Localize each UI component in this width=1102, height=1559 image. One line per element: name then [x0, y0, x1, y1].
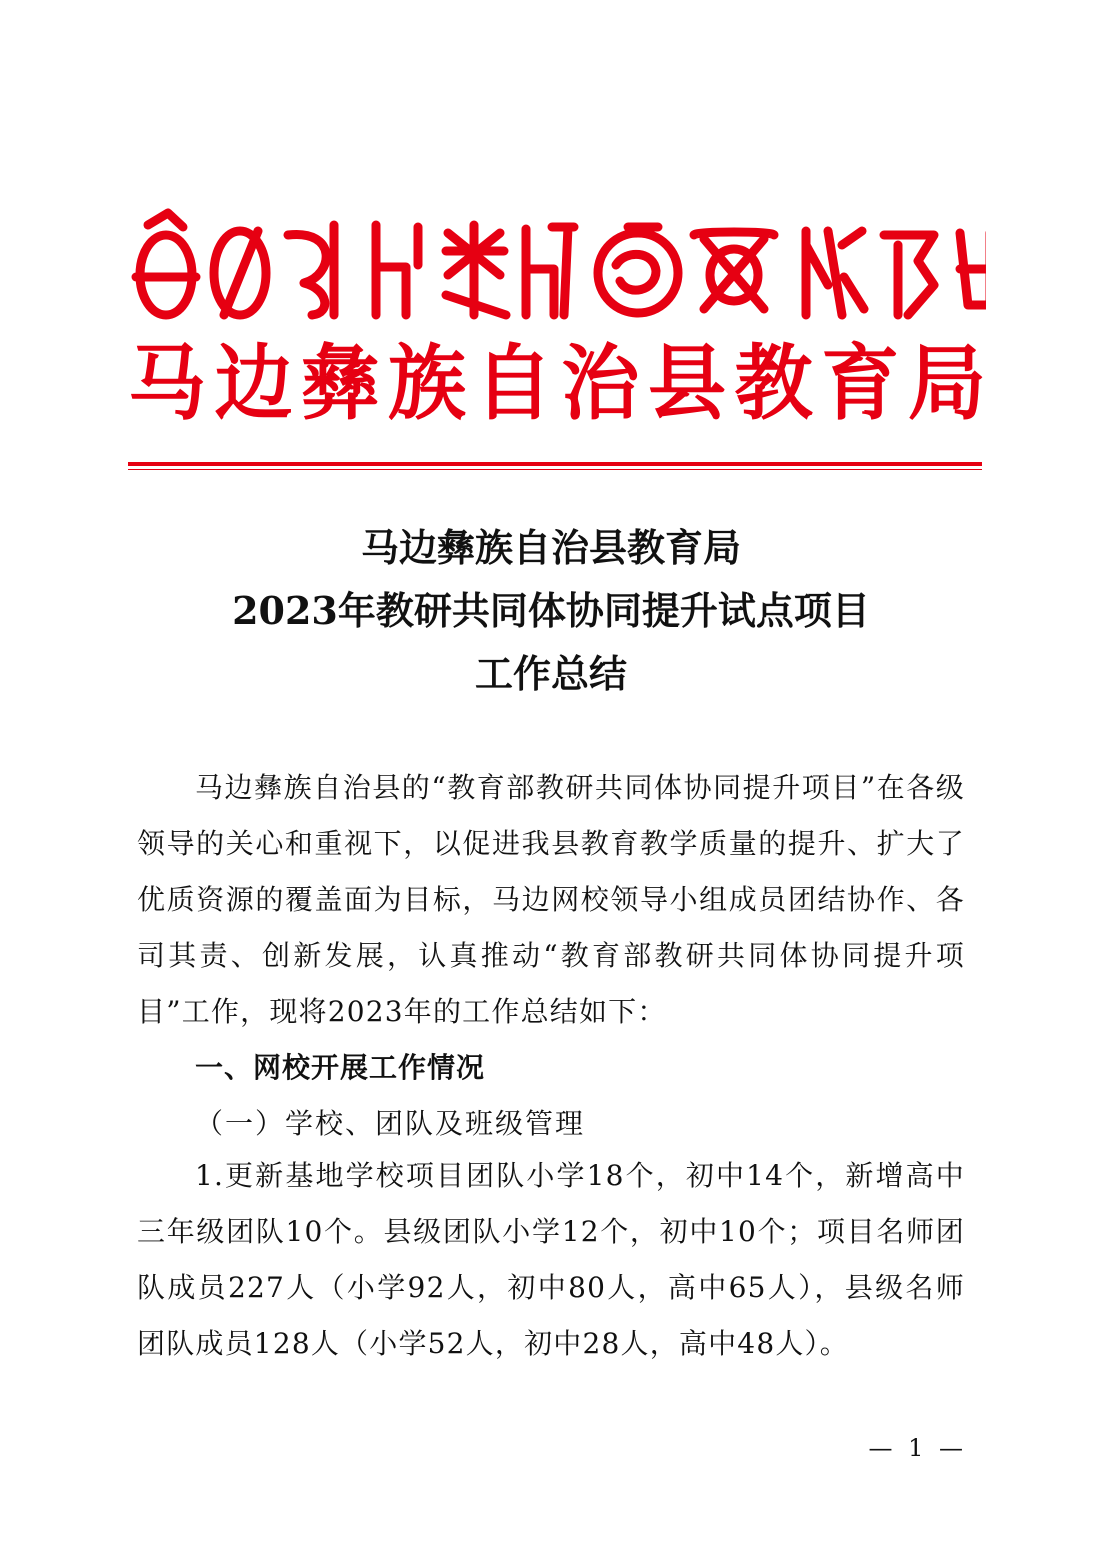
document-title-line3: 工作总结	[474, 651, 627, 696]
header-char: 马	[128, 336, 207, 432]
header-char: 彝	[301, 336, 380, 432]
yi-script-header	[128, 205, 986, 325]
header-char: 县	[647, 336, 726, 432]
intro-paragraph: 马边彝族自治县的“教育部教研共同体协同提升项目”在各级领导的关心和重视下，以促进我县教育教学质量的提升、扩大了优质资源的覆盖面为目标，马边网校领导小组成员团结协作、各司其责、创新发展，认真推动“教育部教研共同体协同提升项目”工作，现将2023年的工作总结如下：	[137, 771, 965, 1028]
document-title-line2: 2023年教研共同体协同提升试点项目	[232, 588, 870, 633]
header-char: 教	[734, 336, 813, 432]
header-char: 自	[474, 336, 553, 432]
header-char: 治	[561, 336, 640, 432]
header-divider-thick	[128, 462, 982, 466]
page-number: — 1 —	[868, 1434, 967, 1462]
header-char: 族	[387, 336, 466, 432]
header-char: 边	[214, 336, 293, 432]
section-heading: 一、网校开展工作情况	[195, 1051, 486, 1084]
item-paragraph: 1.更新基地学校项目团队小学18个，初中14个，新增高中三年级团队10个。县级团队小学12个，初中10个；项目名师团队成员227人（小学92人，初中80人，高中65人），县级名师团队成员128人（小学52人，初中28人，高中48人）。	[137, 1159, 965, 1360]
header-char: 育	[821, 336, 900, 432]
subsection-heading: （一）学校、团队及班级管理	[195, 1107, 586, 1140]
yi-script-glyphs	[128, 205, 986, 325]
document-title-line1: 马边彝族自治县教育局	[360, 525, 741, 570]
header-divider-thin	[128, 469, 982, 470]
issuing-authority-header	[128, 336, 986, 432]
header-char: 局	[907, 336, 986, 432]
